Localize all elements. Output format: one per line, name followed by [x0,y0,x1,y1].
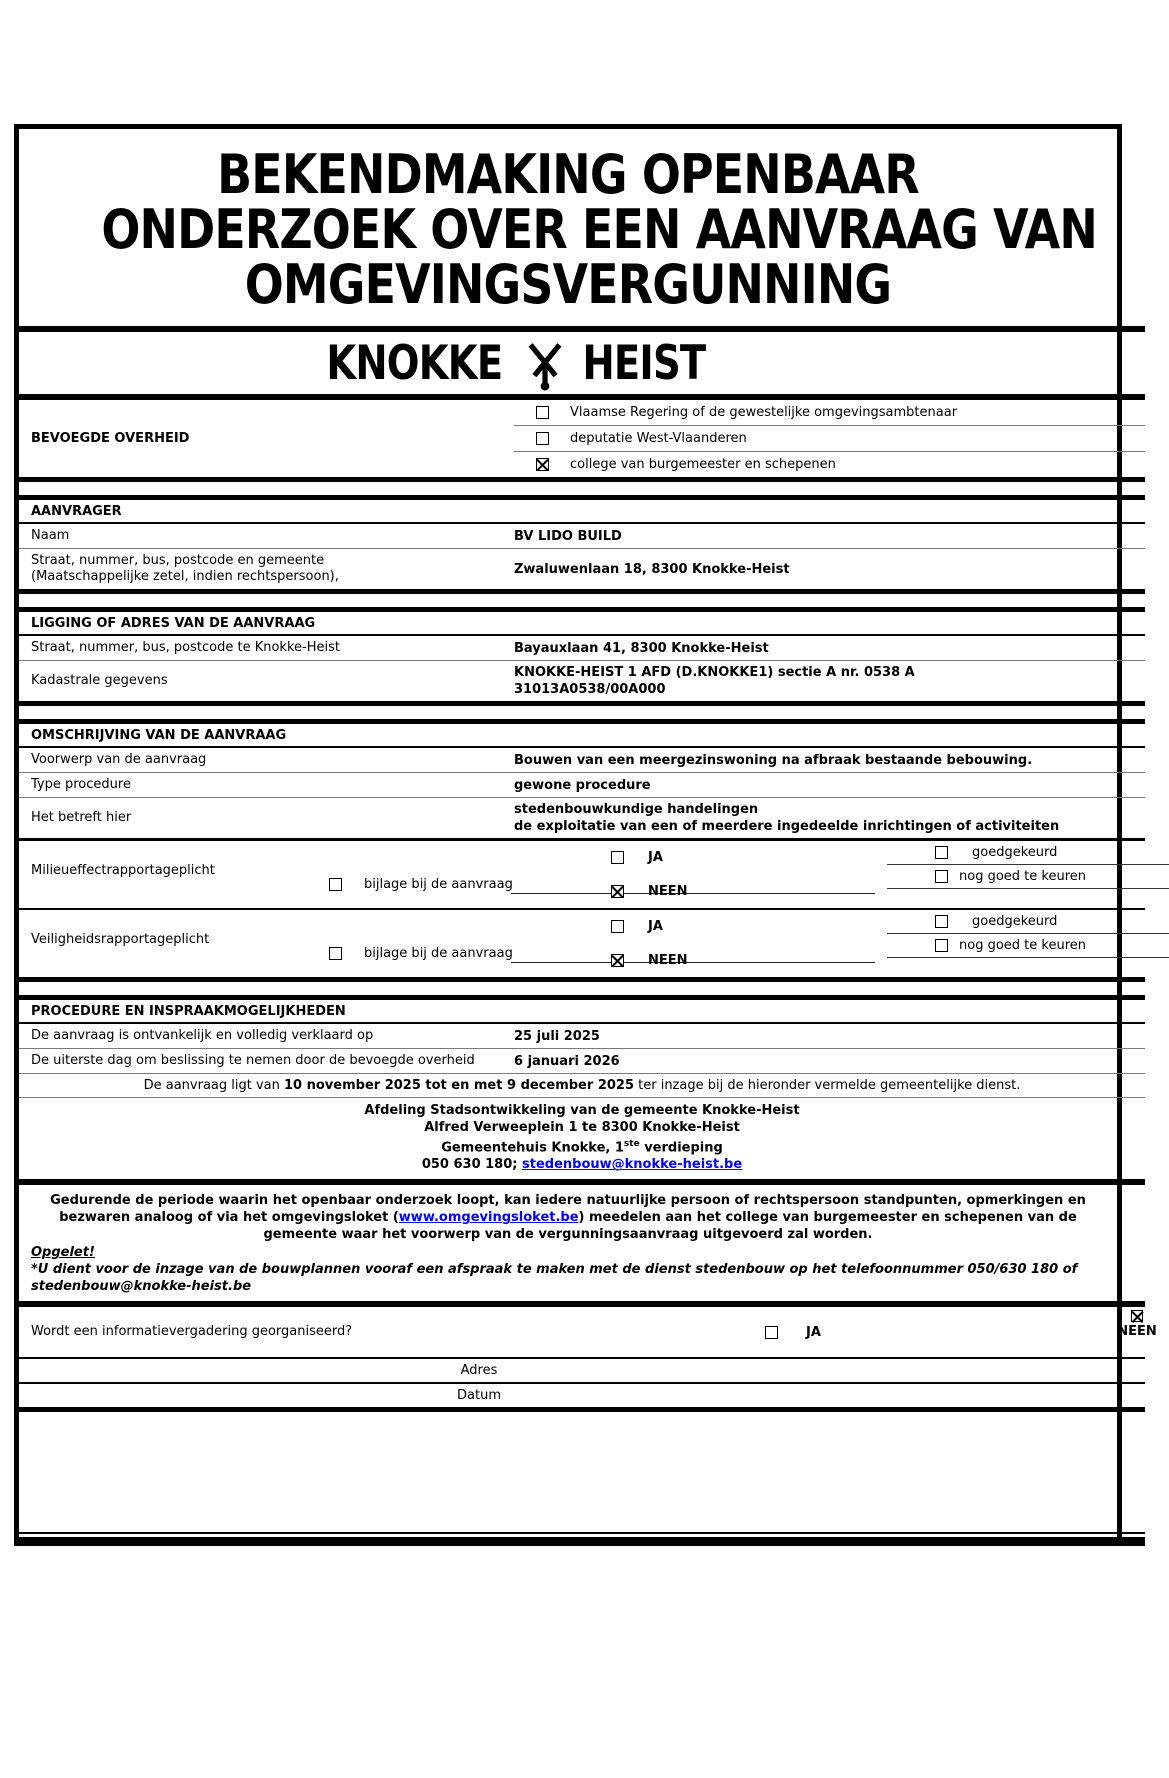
opgelet-label: Opgelet! [31,1245,95,1261]
milieu-goedgekeurd-label: goedgekeurd [972,845,1058,860]
betreft-label: Het betreft hier [31,810,132,825]
uiterste-dag-row [19,1049,1145,1074]
section-separator [19,977,1145,1000]
section-bevoegde-overheid [19,400,1117,477]
inzage-periode-row [19,1074,1145,1098]
dienst-contact: 050 630 180; stedenbouw@knokke-heist.be [421,1157,743,1173]
kadaster-value-line2: 31013A0538/00A000 [514,682,666,697]
adres-label-line1: Straat, nummer, bus, postcode en gemeente [31,553,325,568]
voorwerp-value: Bouwen van een meergezinswoning na afbraak bestaande bebouwing. [514,752,1033,768]
voorwerp-row [19,748,1145,773]
title-line-3: OMGEVINGSVERGUNNING [244,253,892,316]
milieu-ja-label: JA [648,850,663,865]
ontvankelijk-row [19,1024,1145,1049]
checkbox-milieu-nog-goed[interactable] [935,870,948,883]
ligging-header: LIGGING OF ADRES VAN DE AANVRAAG [19,612,1145,636]
authority-option-vlaamse-regering [514,400,1145,426]
veiligheid-ja-label: JA [648,919,663,934]
informatievergadering-row [19,1307,1157,1359]
bevoegde-overheid-label: BEVOEGDE OVERHEID [31,431,190,446]
milieu-neen-label: NEEN [648,884,688,899]
procedure-header: PROCEDURE EN INSPRAAKMOGELIJKHEDEN [19,1000,1145,1024]
inzage-dates: 10 november 2025 tot en met 9 december 2025 [284,1078,634,1093]
omschrijving-header: OMSCHRIJVING VAN DE AANVRAAG [19,724,1145,748]
seagull-mark-icon [523,341,567,391]
title-line-2: ONDERZOEK OVER EEN AANVRAAG VAN [101,198,1097,261]
checkbox-vlaamse-regering[interactable] [536,406,549,419]
datum-row-label: Datum [457,1388,501,1404]
logo-text-heist: HEIST [582,335,706,391]
veiligheid-label: Veiligheidsrapportageplicht [31,932,210,947]
straat-label: Straat, nummer, bus, postcode te Knokke-Heist [31,640,340,655]
vergadering-ja-label: JA [806,1325,821,1341]
fill-line [511,893,875,894]
section-separator [19,701,1145,724]
checkbox-veiligheid-neen[interactable] [611,954,624,967]
gemeentelijke-dienst-block [19,1098,1145,1179]
adres-value: Zwaluwenlaan 18, 8300 Knokke-Heist [514,561,790,577]
announcement-document [14,124,1157,1546]
informatievergadering-label: Wordt een informatievergadering georganiseerd? [31,1324,353,1340]
milieueffect-label: Milieueffectrapportageplicht [31,863,215,878]
uiterste-dag-label: De uiterste dag om beslissing te nemen door de bevoegde overheid [31,1053,475,1068]
dienst-adres: Alfred Verweeplein 1 te 8300 Knokke-Heist [424,1120,740,1135]
milieu-bijlage-label: bijlage bij de aanvraag [364,877,513,892]
kadaster-value-line1: KNOKKE-HEIST 1 AFD (D.KNOKKE1) sectie A nr. 0538 A [514,665,915,680]
aanvrager-adres-row [19,549,1145,589]
stedenbouw-email-link[interactable]: stedenbouw@knokke-heist.be [522,1157,743,1173]
checkbox-vergadering-neen[interactable] [1131,1310,1143,1322]
kadaster-label: Kadastrale gegevens [31,673,168,688]
inzage-text-post: ter inzage bij de hieronder vermelde gemeentelijke dienst. [634,1078,1021,1093]
checkbox-milieu-bijlage[interactable] [329,878,342,891]
document-title [19,129,1117,326]
authority-option-label: college van burgemeester en schepenen [570,457,836,472]
naam-value: BV LIDO BUILD [514,528,622,544]
milieu-nog-goed-label: nog goed te keuren [959,869,1086,884]
checkbox-veiligheid-nog-goed[interactable] [935,939,948,952]
veiligheid-goedgekeurd-label: goedgekeurd [972,914,1058,929]
section-separator [19,589,1145,612]
title-line-1: BEKENDMAKING OPENBAAR [217,143,919,206]
veiligheid-nog-goed-label: nog goed te keuren [959,938,1086,953]
checkbox-vergadering-ja[interactable] [765,1326,778,1339]
checkbox-deputatie[interactable] [536,432,549,445]
fill-line [511,962,875,963]
empty-area [19,1412,1145,1534]
logo-text-knokke: KNOKKE [326,335,503,391]
type-procedure-row [19,773,1145,798]
authority-option-label: Vlaamse Regering of de gewestelijke omgevingsambtenaar [570,405,958,420]
ontvankelijk-label: De aanvraag is ontvankelijk en volledig verklaard op [31,1028,374,1043]
betreft-value-line1: stedenbouwkundige handelingen [514,802,759,817]
betreft-value-line2: de exploitatie van een of meerdere ingedeelde inrichtingen of activiteiten [514,819,1060,834]
section-separator [19,477,1145,500]
straat-value: Bayauxlaan 41, 8300 Knokke-Heist [514,640,769,656]
type-procedure-value: gewone procedure [514,777,651,793]
vergadering-neen-label: NEEN [1117,1324,1157,1340]
uiterste-dag-value: 6 januari 2026 [514,1053,620,1069]
adres-label-line2: (Maatschappelijke zetel, indien rechtspersoon), [31,569,339,584]
checkbox-milieu-neen[interactable] [611,885,624,898]
checkbox-veiligheid-bijlage[interactable] [329,947,342,960]
ligging-straat-row [19,636,1145,661]
aanvrager-naam-row [19,524,1145,549]
document-bottom-border [19,1537,1145,1546]
naam-label: Naam [31,528,70,543]
afspraak-note: *U dient voor de inzage van de bouwplannen vooraf een afspraak te maken met de dienst stedenbouw op het telefoonnummer 050/630 180 of stedenbouw@knokke-heist.be [31,1262,1078,1295]
adres-row [19,1359,1145,1384]
authority-option-label: deputatie West-Vlaanderen [570,431,747,446]
authority-option-deputatie [514,426,1145,452]
dienst-verdieping: Gemeentehuis Knokke, 1ste verdieping [441,1139,723,1156]
voorwerp-label: Voorwerp van de aanvraag [31,752,207,767]
checkbox-veiligheid-ja[interactable] [611,920,624,933]
ontvankelijk-value: 25 juli 2025 [514,1028,600,1044]
aanvrager-header: AANVRAGER [19,500,1145,524]
municipality-logo [19,332,1117,394]
authority-option-college [514,452,1145,477]
veiligheid-block [19,910,1145,977]
veiligheid-neen-label: NEEN [648,953,688,968]
veiligheid-bijlage-label: bijlage bij de aanvraag [364,946,513,961]
checkbox-veiligheid-goedgekeurd[interactable] [935,915,948,928]
inzage-text-pre: De aanvraag ligt van [143,1078,284,1093]
checkbox-milieu-goedgekeurd[interactable] [935,846,948,859]
checkbox-college[interactable] [536,458,549,471]
type-procedure-label: Type procedure [31,777,131,792]
betreft-row [19,798,1145,841]
datum-row [19,1384,1145,1412]
adres-row-label: Adres [460,1363,498,1379]
milieueffect-block [19,841,1145,910]
omgevingsloket-link[interactable]: www.omgevingsloket.be [398,1210,579,1226]
dienst-afdeling: Afdeling Stadsontwikkeling van de gemeente Knokke-Heist [364,1103,800,1118]
bezwaar-paragraph: Gedurende de periode waarin het openbaar onderzoek loopt, kan iedere natuurlijke persoon of rechtspersoon standpunten, opmerkingen en bezwaren analoog of via het omgevingsloket (www.omgevingsloket.be) meedelen aan het college van burgemeester en schepenen van de gemeente waar het voorwerp van de vergunningsaanvraag uitgevoerd zal worden. [50,1193,1086,1243]
checkbox-milieu-ja[interactable] [611,851,624,864]
ligging-kadaster-row [19,661,1145,701]
